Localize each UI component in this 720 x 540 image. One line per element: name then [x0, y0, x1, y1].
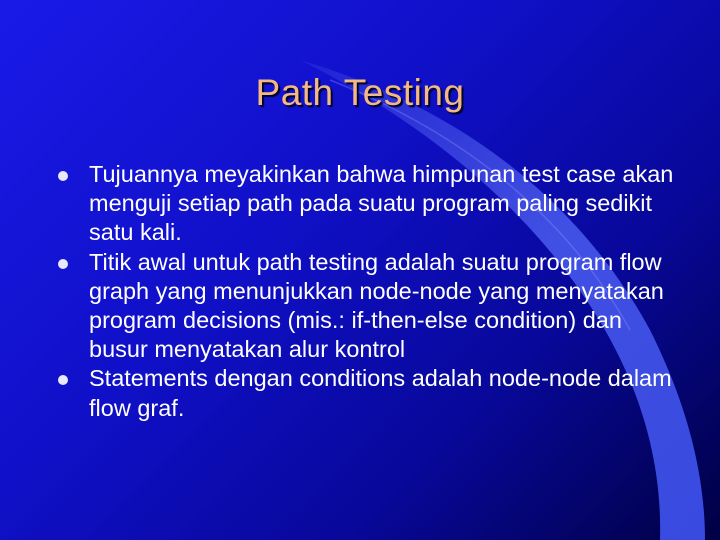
bullet-item: [58, 248, 678, 365]
bullet-text: Titik awal untuk path testing adalah suatu program flow graph yang menunjukkan node-node yang menyatakan program decisions (mis.: if-then-else condition) dan busur menyatakan alur kontrol: [89, 248, 664, 363]
bullet-icon: [58, 375, 68, 385]
bullet-list: [58, 160, 678, 423]
bullet-text: Statements dengan conditions adalah node-node dalam flow graf.: [89, 365, 672, 421]
bullet-item: [58, 364, 678, 422]
bullet-icon: [58, 171, 68, 181]
bullet-text: Tujuannya meyakinkan bahwa himpunan test case akan menguji setiap path pada suatu program paling sedikit satu kali.: [89, 161, 674, 246]
slide-title: Path Testing: [255, 72, 465, 113]
bullet-icon: [58, 259, 68, 269]
bullet-item: [58, 160, 678, 248]
